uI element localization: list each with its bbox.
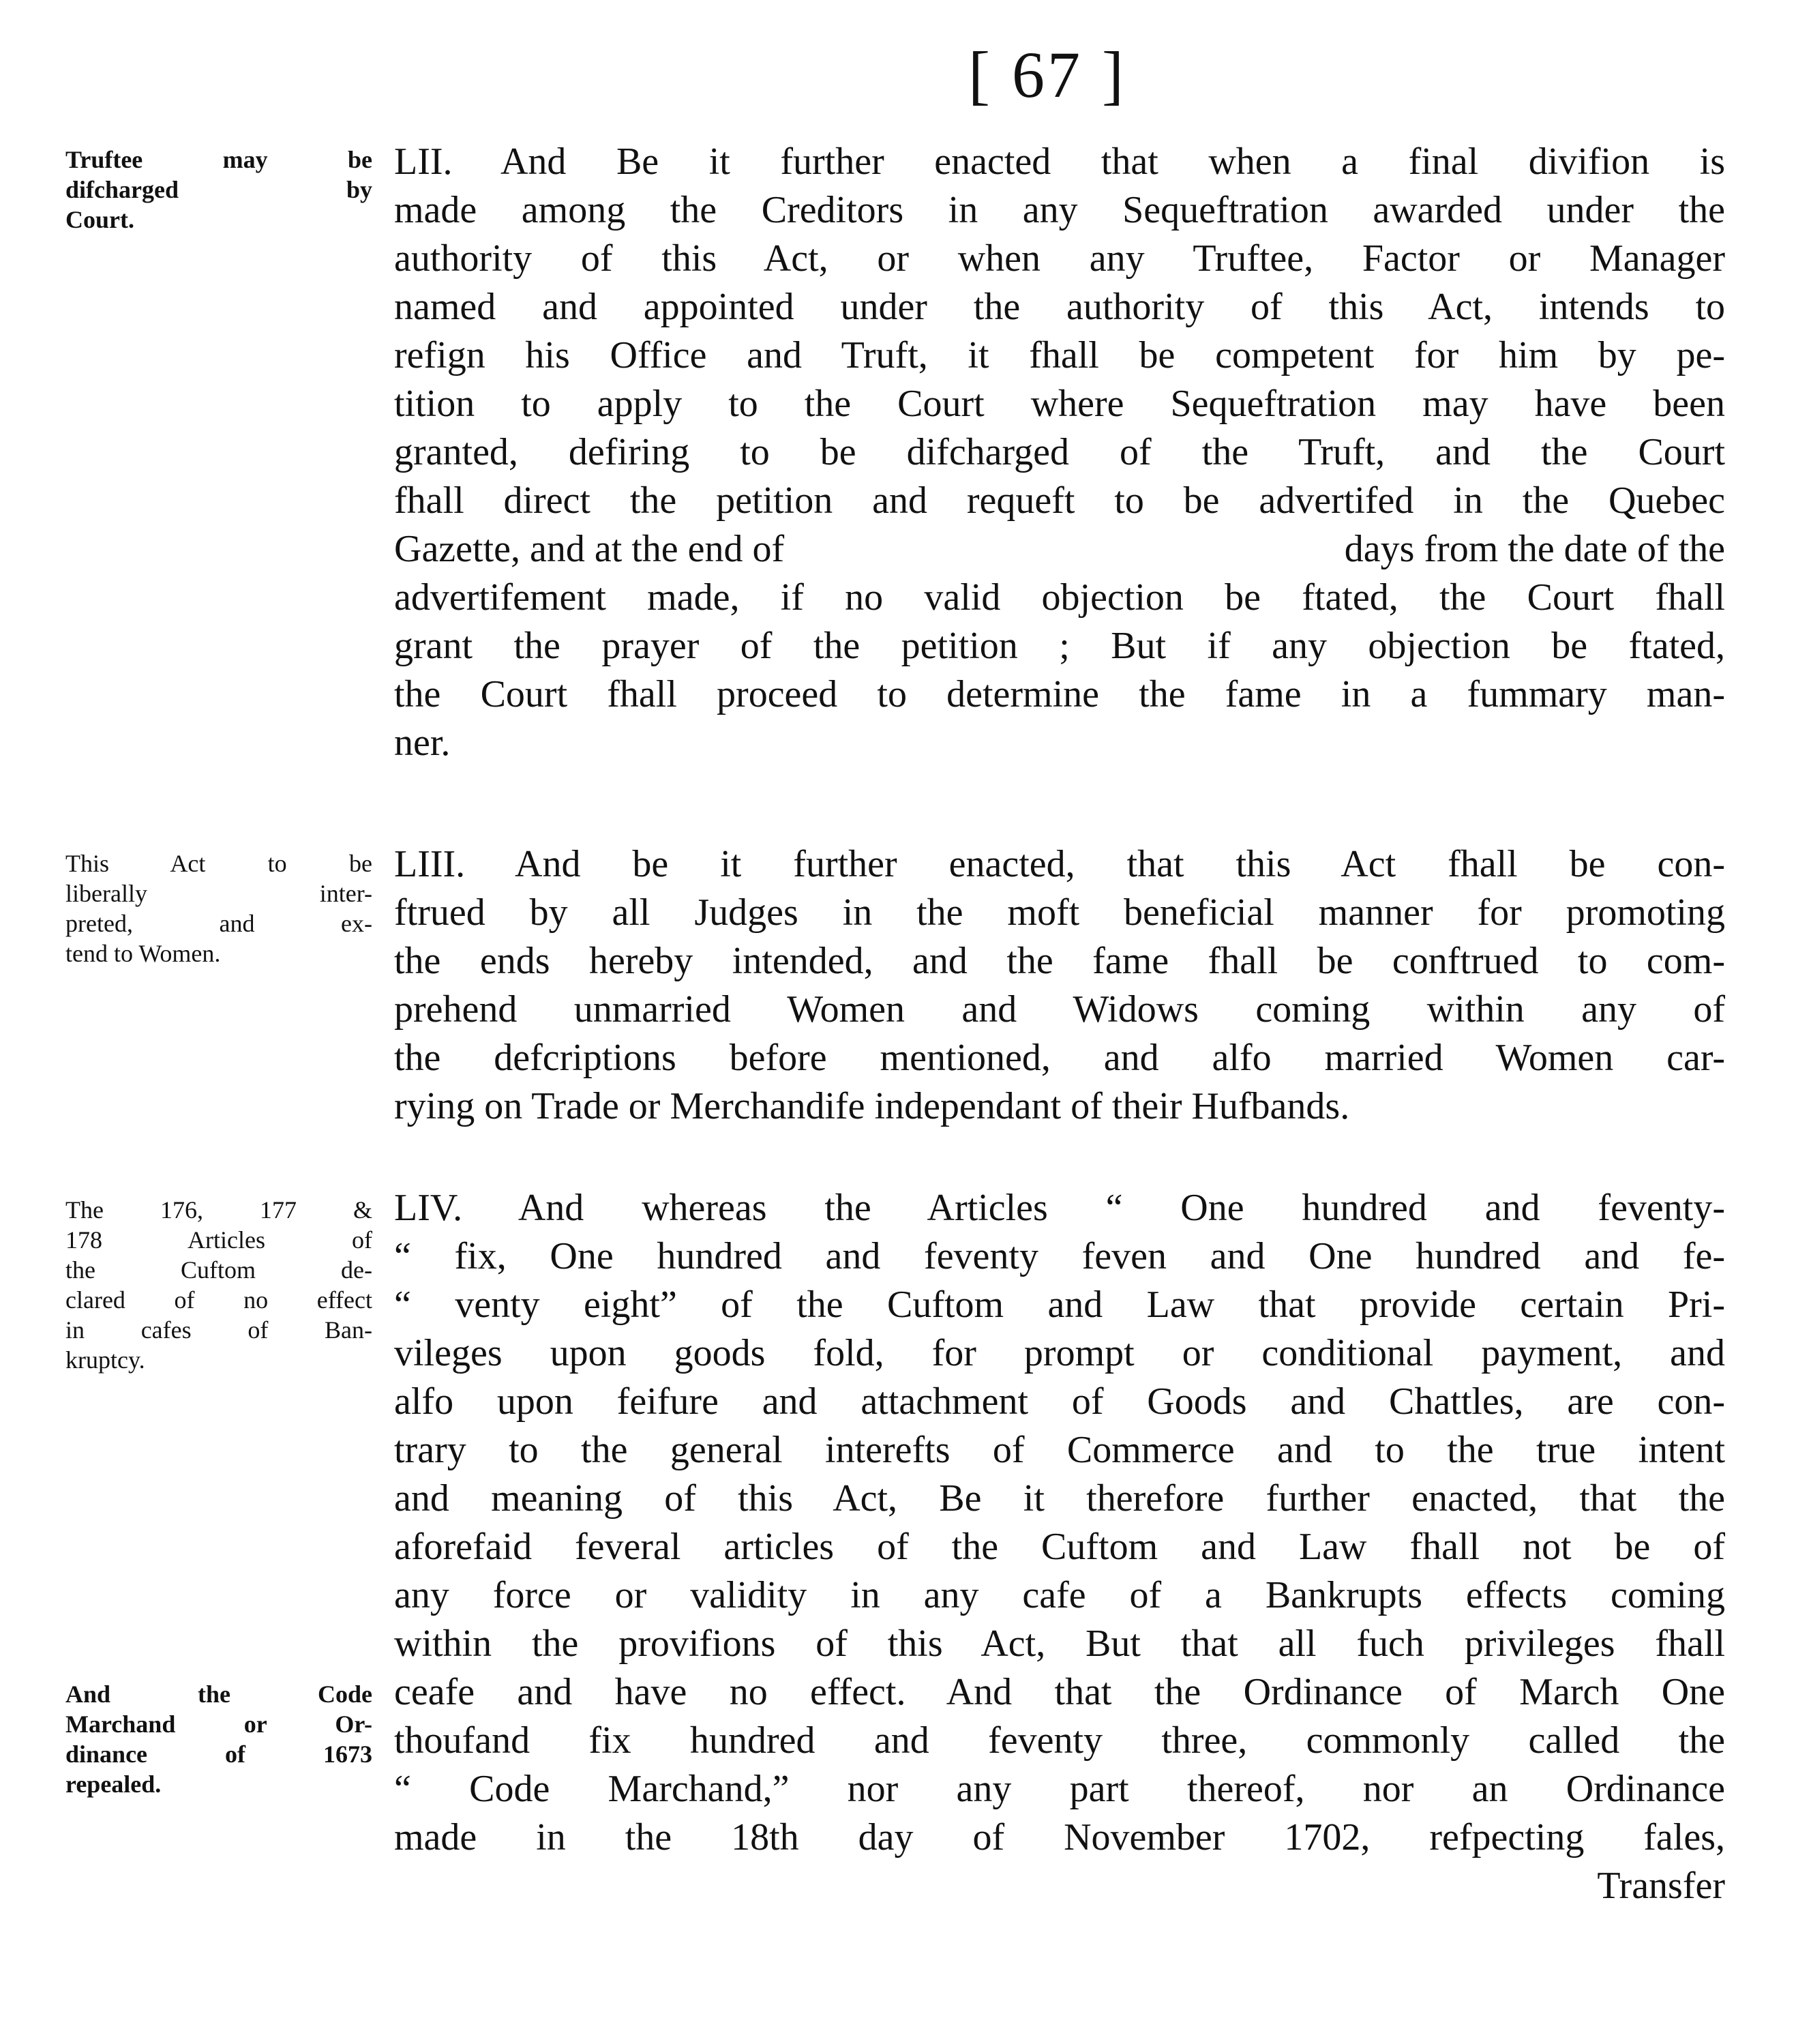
margin-note-line: dinance of 1673 (65, 1741, 372, 1768)
text-line: fhall direct the petition and requeft to be advertifed in the Quebec (394, 479, 1725, 522)
margin-note-line: The 176, 177 & (65, 1196, 372, 1224)
margin-note-line: difcharged by (65, 176, 372, 203)
margin-note-line: kruptcy. (65, 1346, 145, 1374)
text-line: refign his Office and Truft, it fhall be competent for him by pe- (394, 334, 1725, 376)
text-line: and meaning of this Act, Be it therefore further enacted, that the (394, 1477, 1725, 1520)
text-line: granted, defiring to be difcharged of the Truft, and the Court (394, 431, 1725, 473)
text-line: advertifement made, if no valid objection be ftated, the Court fhall (394, 576, 1725, 619)
section-liii (394, 840, 1725, 1131)
text-line: thoufand fix hundred and feventy three, commonly called the (394, 1719, 1725, 1762)
margin-note-line: tend to Women. (65, 940, 221, 967)
margin-note-line: 178 Articles of (65, 1226, 372, 1254)
text-line: made in the 18th day of November 1702, refpecting fales, (394, 1816, 1725, 1858)
catchword: Transfer (1597, 1865, 1725, 1907)
text-line: authority of this Act, or when any Truftee, Factor or Manager (394, 237, 1725, 280)
text-line: the ends hereby intended, and the fame fhall be conftrued to com- (394, 940, 1725, 982)
text-line: “ venty eight” of the Cuftom and Law that provide certain Pri- (394, 1284, 1725, 1326)
text-line: made among the Creditors in any Sequeftration awarded under the (394, 189, 1725, 231)
text-line: named and appointed under the authority of this Act, intends to (394, 286, 1725, 328)
margin-note-line: clared of no effect (65, 1286, 372, 1314)
text-line: LIII. And be it further enacted, that this Act fhall be con- (394, 843, 1725, 885)
margin-note-line: repealed. (65, 1771, 162, 1798)
section-lii (394, 138, 1725, 767)
margin-note-line: Marchand or Or- (65, 1710, 372, 1738)
text-line: the defcriptions before mentioned, and alfo married Women car- (394, 1037, 1725, 1079)
text-fragment: days from the date of the (1344, 528, 1725, 570)
margin-note-line: This Act to be (65, 850, 372, 877)
text-line: aforefaid feveral articles of the Cuftom and Law fhall not be of (394, 1526, 1725, 1568)
text-line: vileges upon goods fold, for prompt or conditional payment, and (394, 1332, 1725, 1374)
text-fragment: Gazette, and at the end of (394, 528, 785, 570)
margin-note-line: Truftee may be (65, 146, 372, 173)
text-line: “ fix, One hundred and feventy feven and One hundred and fe- (394, 1235, 1725, 1277)
text-line: LII. And Be it further enacted that when a final divifion is (394, 140, 1725, 183)
text-line-code-marchand: “ Code Marchand,” nor any part thereof, nor an Ordinance (394, 1768, 1725, 1810)
margin-note-liberal-interpretation (65, 848, 372, 968)
margin-note-line: the Cuftom de- (65, 1256, 372, 1284)
margin-note-line: And the Code (65, 1680, 372, 1708)
margin-note-line: preted, and ex- (65, 910, 372, 937)
text-line: LIV. And whereas the Articles “ One hundred and feventy- (394, 1187, 1725, 1229)
margin-note-custom-articles (65, 1195, 372, 1375)
margin-note-code-marchand (65, 1679, 372, 1799)
text-line: prehend unmarried Women and Widows coming within any of (394, 988, 1725, 1031)
text-line: ceafe and have no effect. And that the Ordinance of March One (394, 1671, 1725, 1713)
margin-note-line: Court. (65, 206, 134, 233)
text-line: within the provifions of this Act, But that all fuch privileges fhall (394, 1623, 1725, 1665)
text-line: the Court fhall proceed to determine the fame in a fummary man- (394, 673, 1725, 715)
text-line: alfo upon feifure and attachment of Goods and Chattles, are con- (394, 1380, 1725, 1423)
margin-note-line: liberally inter- (65, 880, 372, 907)
text-line: ner. (394, 722, 451, 764)
text-line-with-blank (394, 525, 1725, 574)
text-line: trary to the general interefts of Commerce and to the true intent (394, 1429, 1725, 1471)
text-line: rying on Trade or Merchandife independant of their Hufbands. (394, 1085, 1350, 1127)
text-line: any force or validity in any cafe of a Bankrupts effects coming (394, 1574, 1725, 1616)
margin-note-trustee-discharged (65, 145, 372, 235)
page-number: [ 67 ] (968, 38, 1126, 111)
text-line: ftrued by all Judges in the moft beneficial manner for promoting (394, 891, 1725, 934)
section-liv (394, 1184, 1725, 1910)
margin-note-line: in cafes of Ban- (65, 1316, 372, 1344)
text-line: grant the prayer of the petition ; But if any objection be ftated, (394, 625, 1725, 667)
text-line: tition to apply to the Court where Sequeftration may have been (394, 383, 1725, 425)
